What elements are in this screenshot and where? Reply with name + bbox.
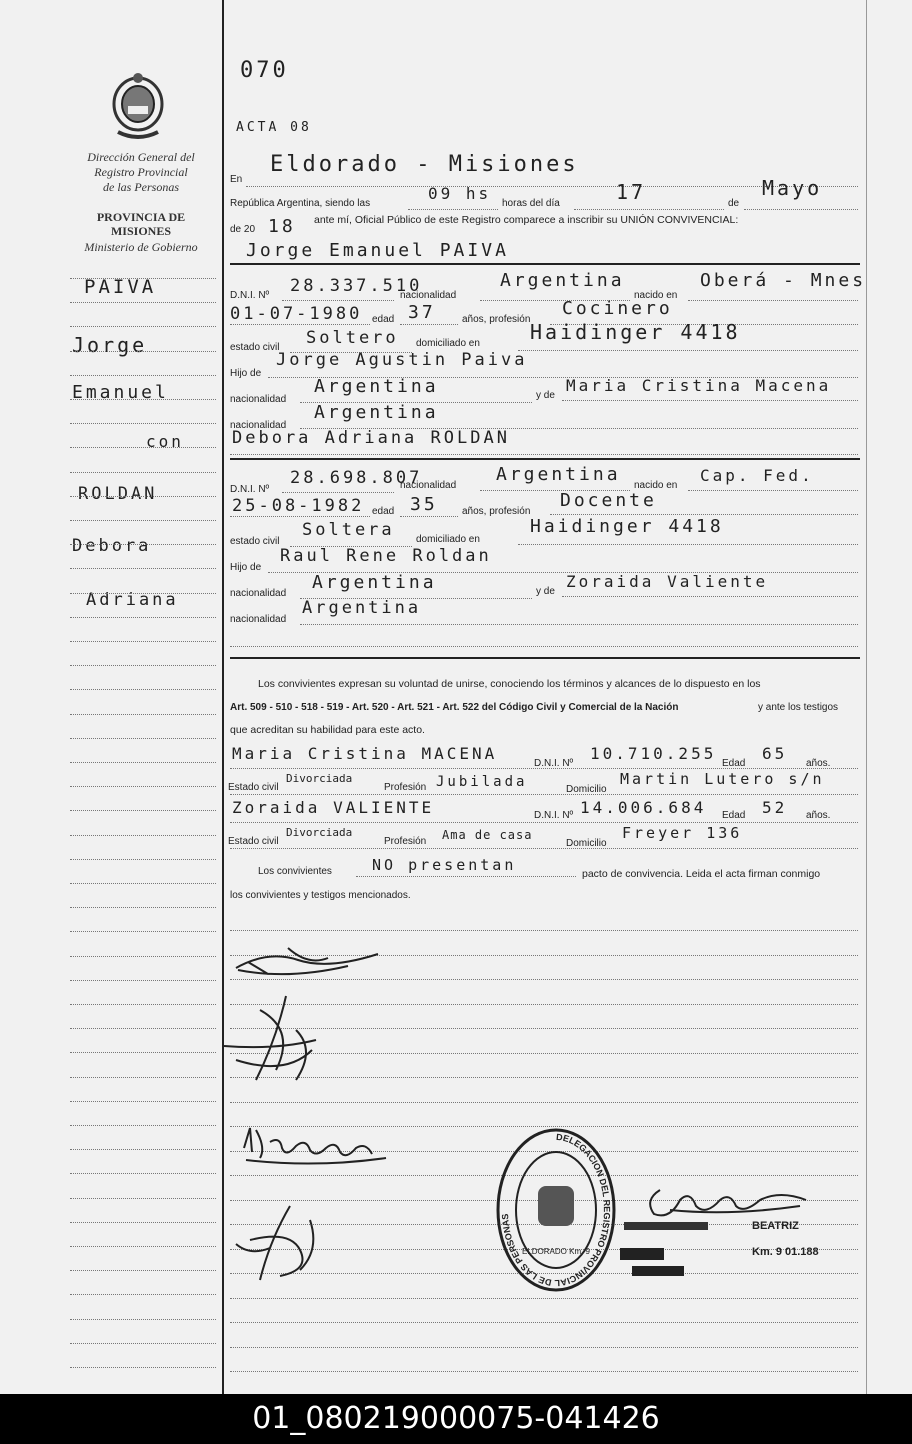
p1-born-label: nacido en [634,290,678,301]
p1-nationality: Argentina [500,270,625,291]
rule [230,822,858,823]
w1-dni: 10.710.255 [590,744,717,763]
rule [230,516,370,517]
ruled-line [70,1270,216,1271]
ruled-line [230,1102,858,1103]
w1-address: Martin Lutero s/n [620,770,825,788]
rule [400,516,458,517]
province-name: PROVINCIA DE MISIONES [96,210,186,238]
rule [400,324,458,325]
ruled-line [70,956,216,957]
w1-civil-status: Divorciada [286,772,353,785]
p1-birthplace: Oberá - Mnes [700,270,867,291]
rule [518,544,858,545]
ruled-line [70,593,216,594]
ruled-line [70,1052,216,1053]
separator [230,263,860,265]
p2-born-label: nacido en [634,480,678,491]
ruled-line [70,1077,216,1078]
w2-dni-label: D.N.I. Nº [534,810,574,821]
rule [282,492,394,493]
ruled-line [70,375,216,376]
p1-mother: Maria Cristina Macena [566,376,832,395]
ruled-line [70,641,216,642]
seal-inner-text: ELDORADO Km. 9 [521,1247,591,1256]
margin-name-2: Jorge [72,333,148,357]
p2-age-label: edad [372,506,395,517]
rule [300,624,858,625]
w2-profession: Ama de casa [442,828,533,842]
ruled-line [70,1246,216,1247]
p2-addr-label: domiciliado en [416,534,480,545]
ruled-line [70,1222,216,1223]
right-border [866,0,867,1394]
p1-father-label: Hijo de [230,368,262,379]
separator [230,657,860,659]
seal-ring-text: DELEGACION DEL REGISTRO PROVINCIAL DE LAS PERSONAS [499,1131,612,1289]
ruled-line [70,496,216,497]
p2-dni: 28.698.807 [290,468,423,488]
ruled-line [70,1319,216,1320]
ruled-line [70,1101,216,1102]
signature-1 [228,940,398,984]
ruled-line [70,714,216,715]
rule [688,300,858,301]
p2-prof-label: años, profesión [462,506,531,517]
ministry-name: Ministerio de Gobierno [84,240,198,254]
closing-suffix: pacto de convivencia. Leida el acta firman conmigo [582,868,821,880]
stamp-line-1: BEATRIZ [752,1220,799,1232]
ruled-line [230,1322,858,1323]
ruled-line [70,1149,216,1150]
p2-mother-nationality: Argentina [302,598,422,618]
official-seal [494,1126,618,1294]
ruled-line [70,931,216,932]
p2-birthdate: 25-08-1982 [232,496,365,516]
closing-line-2: los convivientes y testigos mencionados. [230,890,411,901]
p2-mother-label: y de [536,586,555,597]
rule [356,876,576,877]
ruled-line [70,1173,216,1174]
ruled-line [230,1371,858,1372]
rule [562,400,858,401]
w1-addr-label: Domicilio [566,784,607,795]
ruled-line [70,351,216,352]
ruled-line [70,278,216,279]
ruled-line [70,1125,216,1126]
rule [230,646,858,647]
year-label: de 20 [230,224,256,235]
p1-nat-label: nacionalidad [400,290,457,301]
rule [230,324,370,325]
legal-articles: Art. 509 - 510 - 518 - 519 - Art. 520 - Art. 521 - Art. 522 del Código Civil y Comercial de la Nación [230,702,679,713]
p1-age: 37 [408,302,436,323]
separator [230,458,860,460]
w1-age: 65 [762,744,788,763]
ruled-line [70,1343,216,1344]
p1-father-nationality: Argentina [314,376,439,397]
ruled-line [70,907,216,908]
ruled-line [70,1028,216,1029]
rule [230,848,858,849]
p1-dni-label: D.N.I. Nº [230,290,270,301]
month: Mayo [762,176,823,200]
registry-name: Dirección General del Registro Provincial de las Personas [87,150,195,194]
ruled-line [70,326,216,327]
stamp-text-block [624,1222,708,1230]
ruled-line [70,1294,216,1295]
vertical-divider [222,0,224,1394]
acta-number: ACTA 08 [236,120,312,135]
ruled-line [230,1298,858,1299]
w1-prof-label: Profesión [384,782,427,793]
hour-label: horas del día [502,198,560,209]
margin-name-7: Adriana [86,590,179,610]
ruled-line [70,786,216,787]
stamp-line-2: Km. 9 01.188 [752,1246,819,1258]
p1-prof-label: años, profesión [462,314,531,325]
rule [408,209,498,210]
rule [574,209,724,210]
p2-father: Raul Rene Roldan [280,546,492,566]
ruled-line [70,520,216,521]
p1-mother-nationality: Argentina [314,402,439,423]
en-label: En [230,174,243,185]
signature-2 [216,990,336,1086]
hour: 09 hs [428,184,492,203]
ruled-line [70,810,216,811]
legal-line-2-tail: y ante los testigos [758,702,839,713]
p1-mother-label: y de [536,390,555,401]
w2-prof-label: Profesión [384,836,427,847]
ruled-line [70,302,216,303]
year: 18 [268,216,296,237]
republica-label: República Argentina, siendo las [230,198,371,209]
p1-civil-label: estado civil [230,342,280,353]
w2-age: 52 [762,798,788,817]
ruled-line [70,472,216,473]
ruled-line [70,1367,216,1368]
ruled-line [70,859,216,860]
w2-dni: 14.006.684 [580,798,707,817]
rule [562,596,858,597]
p1-address: Haidinger 4418 [530,320,741,344]
ruled-line [70,738,216,739]
w2-anos-label: años. [806,810,831,821]
w2-civil-label: Estado civil [228,836,279,847]
w2-address: Freyer 136 [622,824,743,842]
p2-mnat-label: nacionalidad [230,614,287,625]
ruled-line [70,423,216,424]
left-margin-panel [0,0,222,1394]
rule [230,794,858,795]
ruled-line [70,447,216,448]
ruled-line [70,762,216,763]
p2-profession: Docente [560,490,657,511]
p2-age: 35 [410,494,438,515]
margin-name-4: con [146,432,184,451]
p1-mnat-label: nacionalidad [230,420,287,431]
ruled-line [70,980,216,981]
ruled-line [70,689,216,690]
p1-age-label: edad [372,314,395,325]
ruled-line [70,1004,216,1005]
signature-4 [230,1200,340,1286]
w2-name: Zoraida VALIENTE [232,798,435,817]
rule [688,490,858,491]
margin-name-3: Emanuel [72,382,169,403]
p1-civil-status: Soltero [306,328,399,348]
closing-answer: NO presentan [372,856,517,874]
signature-3 [236,1118,396,1172]
person1-name: Jorge Emanuel PAIVA [246,240,509,261]
ruled-line [70,568,216,569]
location: Eldorado - Misiones [270,152,579,177]
ruled-line [230,1347,858,1348]
p2-father-label: Hijo de [230,562,262,573]
w1-anos-label: años. [806,758,831,769]
p2-nationality: Argentina [496,464,621,485]
p1-fnat-label: nacionalidad [230,394,287,405]
p2-fnat-label: nacionalidad [230,588,287,599]
w1-dni-label: D.N.I. Nº [534,758,574,769]
margin-name-1: PAIVA [84,276,157,298]
provincial-emblem [108,70,168,142]
p2-father-nationality: Argentina [312,572,437,593]
rule [744,209,858,210]
p2-address: Haidinger 4418 [530,516,724,537]
rule [550,514,858,515]
rule [282,300,394,301]
w1-name: Maria Cristina MACENA [232,744,498,763]
closing-prefix: Los convivientes [258,866,332,877]
w2-age-label: Edad [722,810,746,821]
w1-profession: Jubilada [436,774,528,790]
p1-addr-label: domiciliado en [416,338,480,349]
rule [230,768,858,769]
ruled-line [70,399,216,400]
margin-name-5: ROLDAN [78,484,158,504]
legal-line-3: que acreditan su habilidad para este acto. [230,724,425,736]
ruled-line [70,544,216,545]
w2-civil-status: Divorciada [286,826,353,839]
ruled-line [70,1198,216,1199]
official-signature [640,1180,810,1224]
margin-name-6: Debora [72,536,152,556]
stamp-text-block [620,1248,664,1260]
statement: ante mí, Oficial Público de este Registro comparece a inscribir su UNIÓN CONVIVENCIAL: [314,214,739,226]
ruled-line [70,665,216,666]
rule [518,350,858,351]
ruled-line [70,835,216,836]
p1-father: Jorge Agustin Paiva [276,350,528,370]
stamp-text-block [632,1266,684,1276]
w1-civil-label: Estado civil [228,782,279,793]
p2-civil-label: estado civil [230,536,280,547]
p1-birthdate: 01-07-1980 [230,304,363,324]
rule [230,454,858,455]
ruled-line [70,883,216,884]
w1-age-label: Edad [722,758,746,769]
ruled-line [230,930,858,931]
p2-mother: Zoraida Valiente [566,572,769,591]
p2-birthplace: Cap. Fed. [700,466,814,485]
footer-code: 01_080219000075-041426 [0,1394,912,1444]
p1-profession: Cocinero [562,298,673,319]
legal-line-1: Los convivientes expresan su voluntad de unirse, conociendo los términos y alcances de lo dispuesto en los [258,678,761,690]
p1-dni: 28.337.510 [290,276,423,296]
p2-nat-label: nacionalidad [400,480,457,491]
p2-dni-label: D.N.I. Nº [230,484,270,495]
w2-addr-label: Domicilio [566,838,607,849]
ruled-line [70,617,216,618]
day: 17 [616,180,647,204]
p2-civil-status: Soltera [302,520,395,540]
de-label: de [728,198,740,209]
page-number: 070 [240,58,289,83]
person2-name: Debora Adriana ROLDAN [232,428,510,448]
